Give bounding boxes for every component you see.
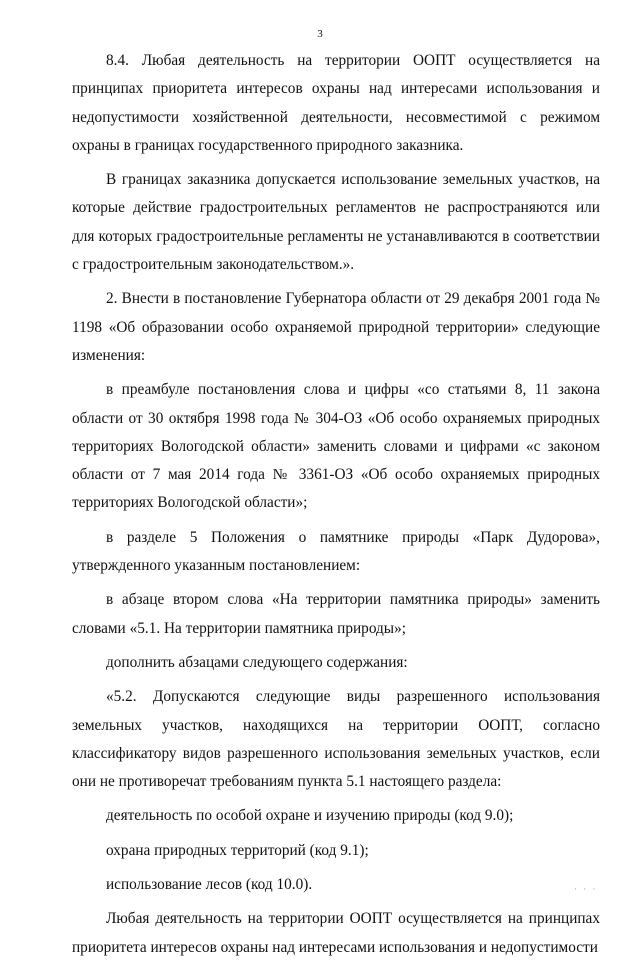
- list-item-code-10-0: использование лесов (код 10.0).: [106, 876, 313, 894]
- paragraph-item-2: 2. Внести в постановление Губернатора области от 29 декабря 2001 года № 1198 «Об образовании особо охраняемой природной территории» следующие изменения:: [72, 290, 600, 364]
- paragraph-8-4: 8.4. Любая деятельность на территории ООПТ осуществляется на принципах приоритета интересов охраны над интересами использования и недопустимости хозяйственной деятельности, несовместимой с режимом охраны в границах государственного природного заказника.: [72, 52, 600, 154]
- corner-mark: · · ·: [574, 884, 598, 894]
- list-item-code-9-0: деятельность по особой охране и изучению природы (код 9.0);: [106, 807, 514, 825]
- document-body: [72, 47, 600, 962]
- paragraph-5-2: «5.2. Допускаются следующие виды разрешенного использования земельных участков, находящихся на территории ООПТ, согласно классификатору видов разрешенного использования земельных участков, если они не противоречат требованиям пункта 5.1 настоящего раздела:: [72, 688, 600, 791]
- paragraph-zakaznik-land-use: В границах заказника допускается использование земельных участков, на которые действие градостроительных регламентов не распространяются или для которых градостроительные регламенты не устанавливаются в соответствии с градостроительным законодательством.».: [72, 171, 600, 274]
- paragraph-second-abzac: в абзаце втором слова «На территории памятника природы» заменить словами «5.1. На территории памятника природы»;: [72, 591, 600, 637]
- paragraph-add-abzacs: дополнить абзацами следующего содержания:: [106, 653, 408, 671]
- list-item-code-9-1: охрана природных территорий (код 9.1);: [106, 841, 369, 859]
- paragraph-oopt-activity: Любая деятельность на территории ООПТ осуществляется на принципах приоритета интересов охраны над интересами использования и недопустимости: [72, 910, 600, 956]
- paragraph-preamble-change: в преамбуле постановления слова и цифры «со статьями 8, 11 закона области от 30 октября 1998 года № 304-ОЗ «Об особо охраняемых природных территориях Вологодской области» заменить словами и цифрами «с законом области от 7 мая 2014 года № 3361-ОЗ «Об особо охраняемых природных территориях Вологодской области»;: [72, 381, 600, 512]
- paragraph-section-5: в разделе 5 Положения о памятнике природы «Парк Дудорова», утвержденного указанным постановлением:: [72, 528, 600, 575]
- page-number: 3: [317, 28, 323, 40]
